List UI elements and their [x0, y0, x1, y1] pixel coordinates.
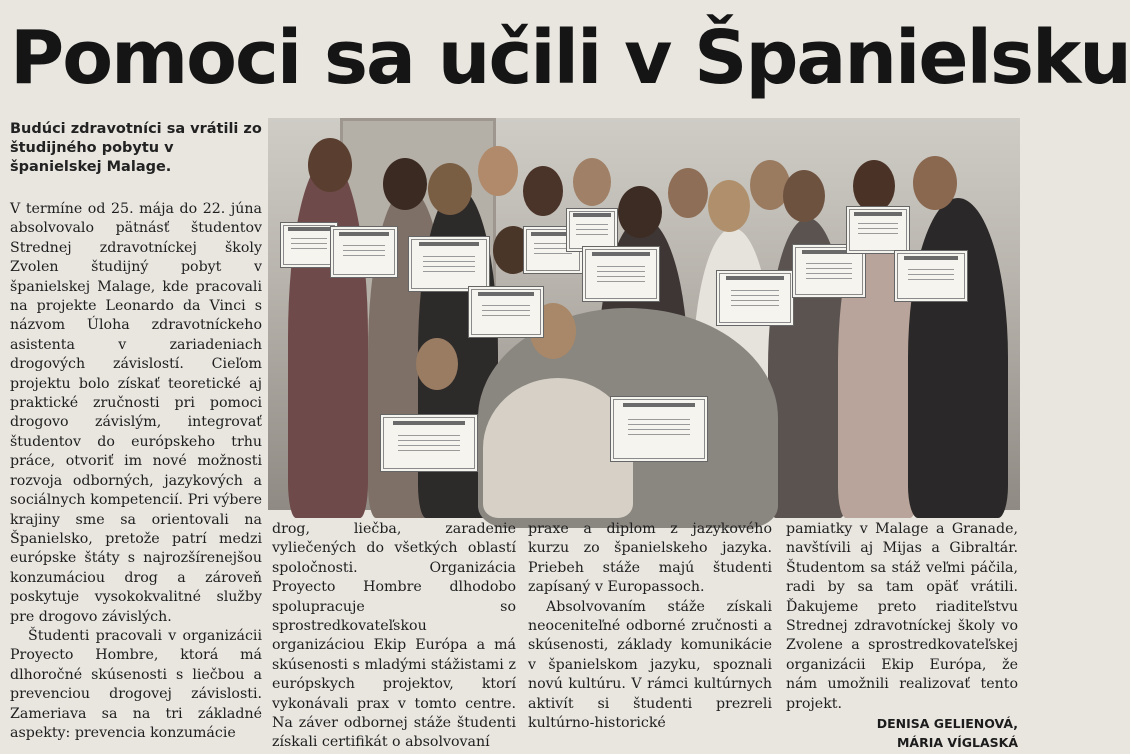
certificate: [846, 206, 910, 254]
person-head: [523, 166, 563, 216]
group-photo: [268, 118, 1020, 510]
paragraph-6: pamiatky v Malage a Granade, navštívili aj Mijas a Gibraltár. Študentom sa stáž veľmi páčila, radi by sa tam opäť vrátili. Ďakujeme preto riaditeľstvu Strednej zdravotníckej školy vo Zvolene a sprostredkovateľskej organizácii Ekip Európa, že nám umožnili realizovať tento projekt.: [786, 521, 1018, 712]
person-head: [853, 160, 895, 212]
person-head: [416, 338, 458, 390]
person-head: [913, 156, 957, 210]
certificate: [468, 286, 544, 338]
paragraph-1: V termíne od 25. mája do 22. júna absolvovalo pätnásť študentov Strednej zdravotníckej školy Zvolen študijný pobyt v španielskej Malage, kde pracovali na projekte Leonardo da Vinci s názvom Úloha zdravotníckeho asistenta v zariadeniach drogových závislostí. Cieľom projektu bolo získať teoretické aj praktické zručnosti pri pomoci drogovo závislým, integrovať študentov do európskeho trhu práce, otvoriť im nové možnosti rozvoja odborných, jazykových a sociálnych kompetencií. Pri výbere krajiny sme sa orientovali na Španielsko, pretože patrí medzi európske štáty s najrozšírenejšou konzumáciou drog a zároveň poskytuje vysokokvalitné služby pre drogovo závislých.: [10, 201, 262, 625]
person-head: [383, 158, 427, 210]
person-head: [618, 186, 662, 238]
lead-paragraph: Budúci zdravotníci sa vrátili zo študijného pobytu v španielskej Malage.: [10, 121, 262, 175]
person-figure: [288, 158, 368, 518]
byline: [786, 714, 1018, 752]
certificate: [894, 250, 968, 302]
person-head: [708, 180, 750, 232]
person-head: [308, 138, 352, 192]
person-figure: [908, 198, 1008, 518]
person-head: [668, 168, 708, 218]
person-head: [573, 158, 611, 206]
certificate: [330, 226, 398, 278]
column-2: [272, 520, 516, 753]
headline: Pomoci sa učili v Španielsku: [10, 15, 1130, 101]
paragraph-2: Študenti pracovali v organizácii Proyecto Hombre, ktorá má dlhoročné skúsenosti s liečbou a prevenciou drogovej závislosti. Zameriava sa na tri základné aspekty: prevencia konzumácie: [10, 627, 262, 741]
person-head: [783, 170, 825, 222]
author-2: MÁRIA VÍGLASKÁ: [896, 735, 1018, 750]
person-head: [478, 146, 518, 196]
column-3: [528, 520, 772, 733]
paragraph-4: praxe a diplom z jazykového kurzu zo španielskeho jazyka. Priebeh stáže majú študenti zapísaný v Europassoch.: [528, 521, 772, 596]
certificate: [582, 246, 660, 302]
paragraph-3: drog, liečba, zaradenie vyliečených do všetkých oblastí spoločnosti. Organizácia Proyecto Hombre dlhodobo spolupracuje so sprostredkovateľskou organizáciou Ekip Európa a má skúsenosti s mladými stážistami z európskych projektov, ktorí vykonávali prax v tomto centre. Na záver odbornej stáže študenti získali certifikát o absolvovaní: [272, 521, 516, 751]
person-head: [428, 163, 472, 215]
certificate: [610, 396, 708, 462]
column-1: [10, 200, 262, 750]
certificate: [380, 414, 478, 472]
column-4: [786, 520, 1018, 714]
certificate: [716, 270, 794, 326]
certificate: [408, 236, 490, 292]
paragraph-5: Absolvovaním stáže získali neoceniteľné odborné zručnosti a skúsenosti, základy komunikácie v španielskom jazyku, spoznali novú kultúru. V rámci kultúrnych aktivít si študenti prezreli kultúrno-historické: [528, 598, 772, 732]
author-1: DENISA GELIENOVÁ,: [876, 716, 1018, 731]
